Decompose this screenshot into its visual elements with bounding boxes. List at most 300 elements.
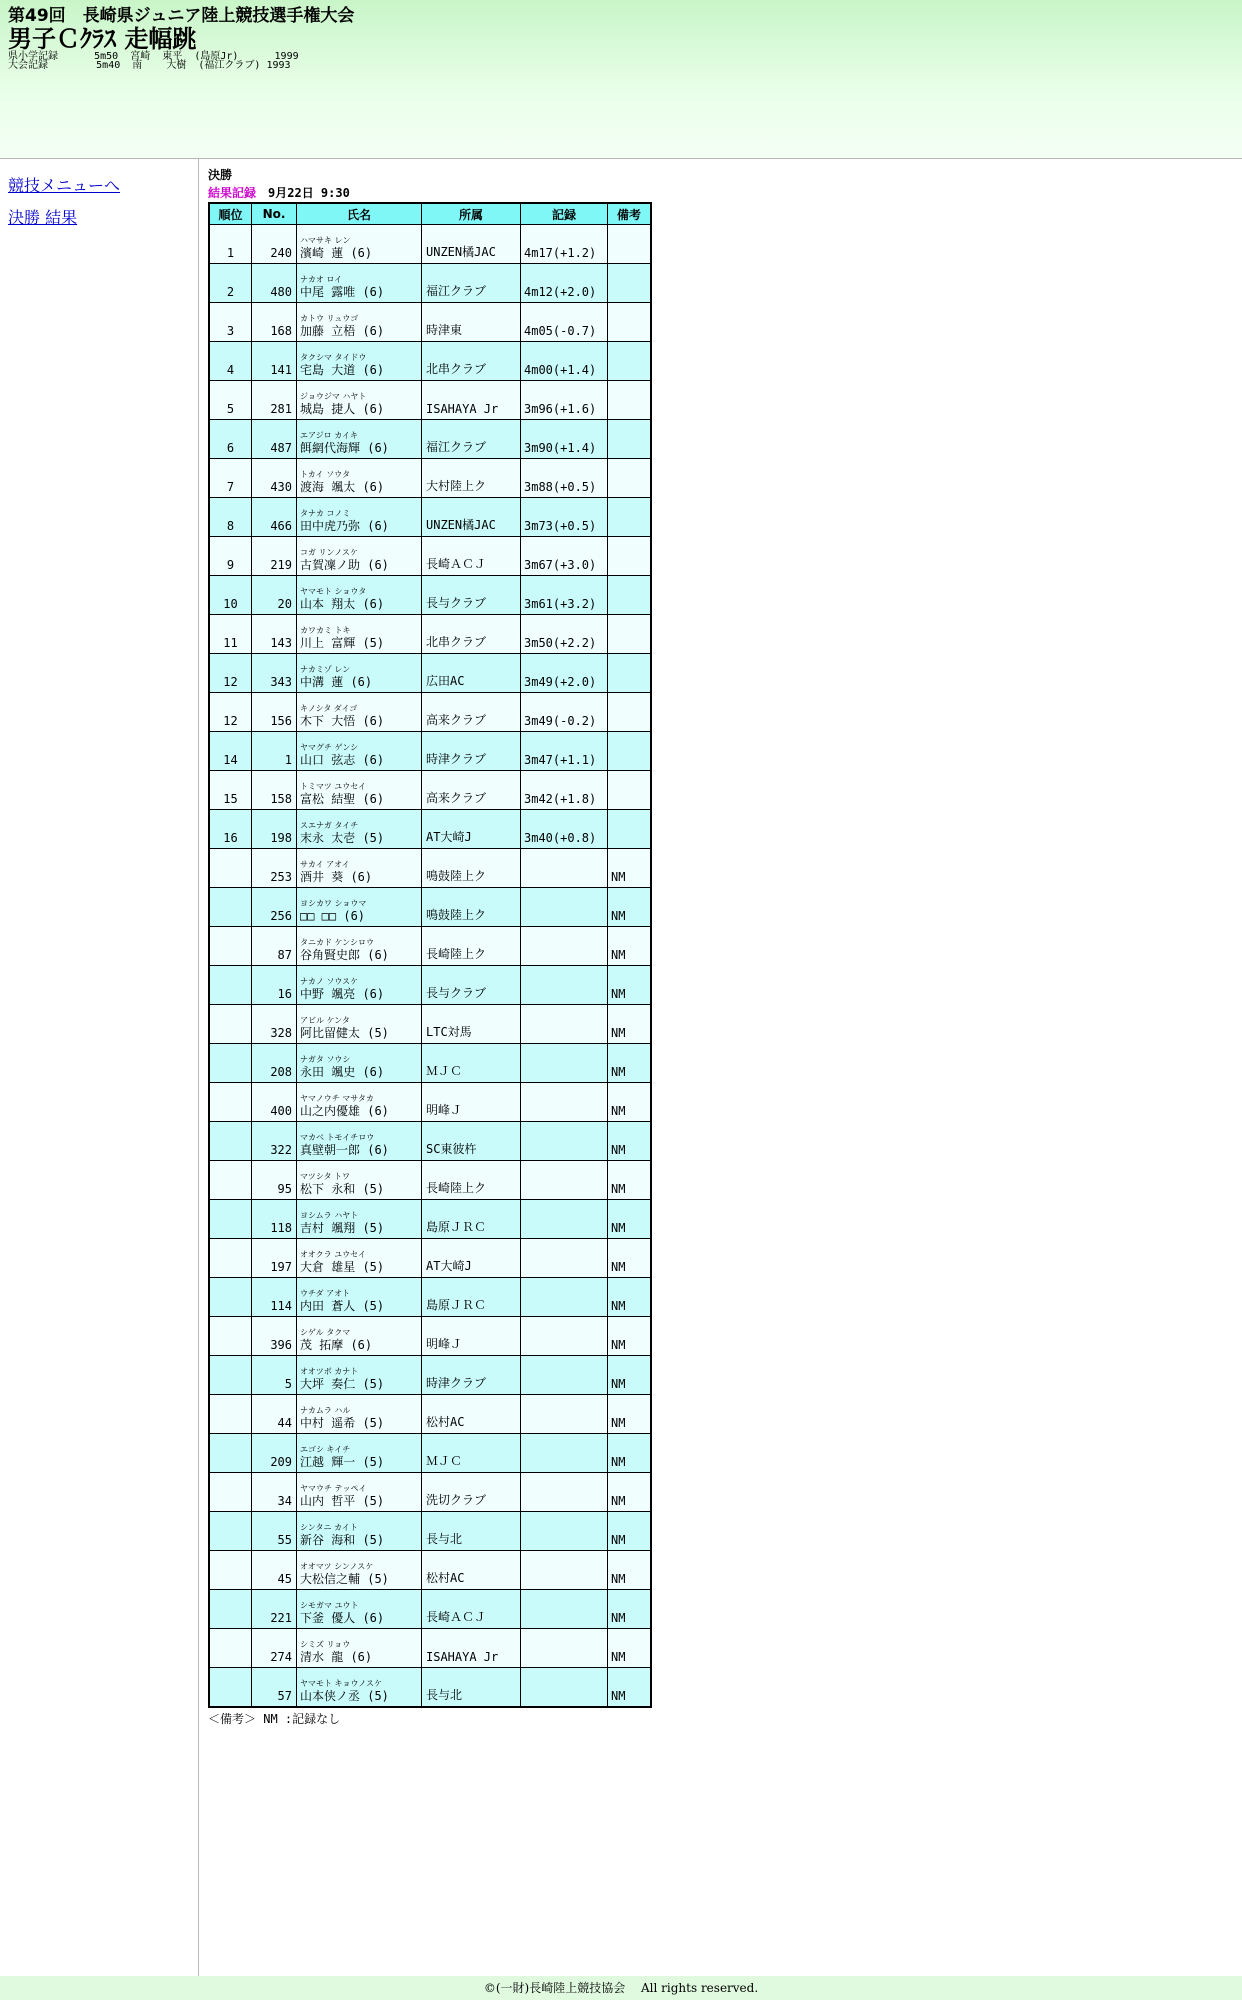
team-cell: AT大崎J <box>422 1239 521 1278</box>
athlete-name-cell <box>297 966 422 1005</box>
athlete-name: 山之内優雄 (6) <box>300 1104 389 1118</box>
record-cell <box>521 966 608 1005</box>
athlete-kana: オオクラ ユウセイ <box>300 1250 366 1259</box>
table-row <box>209 225 651 264</box>
athlete-name-cell <box>297 381 422 420</box>
event-title: 男子Ｃｸﾗｽ 走幅跳 <box>8 25 197 53</box>
athlete-name: 加藤 立梧 (6) <box>300 324 385 338</box>
athlete-name-cell <box>297 732 422 771</box>
rank-cell <box>209 888 252 927</box>
bib-number-cell: 16 <box>252 966 297 1005</box>
table-row <box>209 1005 651 1044</box>
bib-number-cell: 400 <box>252 1083 297 1122</box>
athlete-name: 餌網代海輝 (6) <box>300 441 389 455</box>
athlete-name: 江越 輝一 (5) <box>300 1455 385 1469</box>
record-cell <box>521 1434 608 1473</box>
team-cell: 島原ＪＲＣ <box>422 1278 521 1317</box>
table-row <box>209 1512 651 1551</box>
team-cell: UNZEN橘JAC <box>422 498 521 537</box>
bib-number-cell: 118 <box>252 1200 297 1239</box>
athlete-kana: エアジロ カイキ <box>300 431 358 440</box>
athlete-name-cell <box>297 1044 422 1083</box>
table-row <box>209 342 651 381</box>
athlete-kana: トミマツ ユウセイ <box>300 782 367 791</box>
athlete-name: 大坪 奏仁 (5) <box>300 1377 385 1391</box>
athlete-name: 山本 翔太 (6) <box>300 597 385 611</box>
athlete-name: 清水 龍 (6) <box>300 1650 373 1664</box>
athlete-name: 中尾 露唯 (6) <box>300 285 385 299</box>
note-cell: NM <box>608 1161 652 1200</box>
record-cell: 3m49(-0.2) <box>521 693 608 732</box>
results-table <box>208 202 652 1708</box>
team-cell: ISAHAYA Jr <box>422 381 521 420</box>
team-cell: 長与クラブ <box>422 576 521 615</box>
record-cell <box>521 1629 608 1668</box>
bib-number-cell: 57 <box>252 1668 297 1708</box>
athlete-kana: スエナガ タイチ <box>300 821 359 830</box>
table-row <box>209 537 651 576</box>
bib-number-cell: 45 <box>252 1551 297 1590</box>
table-row <box>209 1161 651 1200</box>
team-cell: 長崎陸上ク <box>422 1161 521 1200</box>
table-row <box>209 576 651 615</box>
record-cell: 3m49(+2.0) <box>521 654 608 693</box>
athlete-name-cell <box>297 420 422 459</box>
athlete-name-cell <box>297 654 422 693</box>
table-row <box>209 381 651 420</box>
table-row <box>209 615 651 654</box>
table-row <box>209 1200 651 1239</box>
table-row <box>209 420 651 459</box>
record-cell <box>521 927 608 966</box>
result-label: 結果記録 <box>208 186 257 200</box>
athlete-name-cell <box>297 537 422 576</box>
note-cell: NM <box>608 1590 652 1629</box>
athlete-kana: ウチダ アオト <box>300 1289 351 1298</box>
table-row <box>209 264 651 303</box>
note-cell: NM <box>608 1239 652 1278</box>
note-cell <box>608 576 652 615</box>
rank-cell <box>209 1434 252 1473</box>
bib-number-cell: 5 <box>252 1356 297 1395</box>
bib-number-cell: 168 <box>252 303 297 342</box>
athlete-name: 富松 結聖 (6) <box>300 792 385 806</box>
rank-cell <box>209 1551 252 1590</box>
final-results-link[interactable]: 決勝 結果 <box>8 208 78 227</box>
team-cell: LTC対馬 <box>422 1005 521 1044</box>
team-cell: 長崎陸上ク <box>422 927 521 966</box>
team-cell: 松村AC <box>422 1395 521 1434</box>
rank-cell: 7 <box>209 459 252 498</box>
bib-number-cell: 328 <box>252 1005 297 1044</box>
note-cell: NM <box>608 1005 652 1044</box>
bib-number-cell: 55 <box>252 1512 297 1551</box>
bib-number-cell: 198 <box>252 810 297 849</box>
athlete-name-cell <box>297 1551 422 1590</box>
athlete-name-cell <box>297 303 422 342</box>
athlete-kana: トカイ ソウタ <box>300 470 350 479</box>
rank-cell: 12 <box>209 693 252 732</box>
table-row <box>209 966 651 1005</box>
athlete-kana: ハマサキ レン <box>300 236 351 245</box>
record-cell: 4m17(+1.2) <box>521 225 608 264</box>
athlete-name-cell <box>297 1512 422 1551</box>
page-header <box>0 0 1242 159</box>
competition-title: 第49回 長崎県ジュニア陸上競技選手権大会 <box>8 6 355 26</box>
athlete-name-cell <box>297 849 422 888</box>
table-row <box>209 498 651 537</box>
athlete-kana: シモガマ ユウト <box>300 1601 359 1610</box>
athlete-kana: タクシマ タイドウ <box>300 353 367 362</box>
athlete-name: 山口 弦志 (6) <box>300 753 385 767</box>
athlete-name-cell <box>297 1005 422 1044</box>
record-cell <box>521 1473 608 1512</box>
bib-number-cell: 143 <box>252 615 297 654</box>
team-cell: 長与クラブ <box>422 966 521 1005</box>
athlete-kana: ナカムラ ハル <box>300 1406 351 1415</box>
athlete-kana: シゲル タクマ <box>300 1328 351 1337</box>
athlete-name-cell <box>297 1122 422 1161</box>
athlete-name: 宅島 大道 (6) <box>300 363 385 377</box>
note-cell: NM <box>608 1317 652 1356</box>
record-cell <box>521 1668 608 1708</box>
note-cell <box>608 420 652 459</box>
table-row <box>209 1590 651 1629</box>
record-cell: 3m88(+0.5) <box>521 459 608 498</box>
column-header-name: 氏名 <box>297 203 422 225</box>
record-cell <box>521 1044 608 1083</box>
table-row <box>209 1317 651 1356</box>
note-cell <box>608 303 652 342</box>
rank-cell <box>209 849 252 888</box>
athlete-name: 吉村 颯翔 (5) <box>300 1221 385 1235</box>
athlete-kana: ヤマグチ ゲンシ <box>300 743 359 752</box>
athlete-kana: シンタニ カイト <box>300 1523 358 1532</box>
table-row <box>209 888 651 927</box>
athlete-name-cell <box>297 1668 422 1708</box>
rank-cell: 1 <box>209 225 252 264</box>
record-cell <box>521 1512 608 1551</box>
bib-number-cell: 221 <box>252 1590 297 1629</box>
team-cell: 長崎ＡＣＪ <box>422 1590 521 1629</box>
athlete-name: 松下 永和 (5) <box>300 1182 385 1196</box>
table-row <box>209 927 651 966</box>
team-cell: 島原ＪＲＣ <box>422 1200 521 1239</box>
rank-cell: 15 <box>209 771 252 810</box>
team-cell: 高来クラブ <box>422 771 521 810</box>
record-cell: 4m00(+1.4) <box>521 342 608 381</box>
athlete-name: 下釜 優人 (6) <box>300 1611 385 1625</box>
athlete-name-cell <box>297 342 422 381</box>
table-row <box>209 1239 651 1278</box>
athlete-name-cell <box>297 1239 422 1278</box>
rank-cell: 6 <box>209 420 252 459</box>
team-cell: 福江クラブ <box>422 420 521 459</box>
note-cell <box>608 225 652 264</box>
note-cell: NM <box>608 1200 652 1239</box>
note-cell: NM <box>608 1044 652 1083</box>
note-cell <box>608 654 652 693</box>
table-row <box>209 1668 651 1708</box>
athlete-kana: カワカミ トキ <box>300 626 351 635</box>
record-cell: 3m73(+0.5) <box>521 498 608 537</box>
table-row <box>209 459 651 498</box>
athlete-name-cell <box>297 264 422 303</box>
bib-number-cell: 430 <box>252 459 297 498</box>
record-cell <box>521 1122 608 1161</box>
note-cell <box>608 615 652 654</box>
rank-cell <box>209 927 252 966</box>
record-cell <box>521 888 608 927</box>
team-cell: 時津クラブ <box>422 1356 521 1395</box>
athlete-name-cell <box>297 693 422 732</box>
record-cell: 3m42(+1.8) <box>521 771 608 810</box>
athlete-kana: ジョウジマ ハヤト <box>300 392 367 401</box>
rank-cell <box>209 1512 252 1551</box>
bib-number-cell: 274 <box>252 1629 297 1668</box>
rank-cell: 4 <box>209 342 252 381</box>
note-cell <box>608 537 652 576</box>
note-cell: NM <box>608 1278 652 1317</box>
table-row <box>209 1122 651 1161</box>
athlete-name: 城島 捷人 (6) <box>300 402 385 416</box>
record-cell <box>521 1590 608 1629</box>
team-cell: 北串クラブ <box>422 342 521 381</box>
record-cell <box>521 1161 608 1200</box>
athlete-kana: エゴシ キイチ <box>300 1445 351 1454</box>
note-cell: NM <box>608 888 652 927</box>
result-datetime: 9月22日 9:30 <box>268 186 350 200</box>
athlete-name-cell <box>297 1161 422 1200</box>
table-row <box>209 303 651 342</box>
athlete-name: 茂 拓摩 (6) <box>300 1338 373 1352</box>
team-cell: 大村陸上ク <box>422 459 521 498</box>
table-row <box>209 771 651 810</box>
bib-number-cell: 20 <box>252 576 297 615</box>
table-row <box>209 1395 651 1434</box>
athlete-name-cell <box>297 615 422 654</box>
athlete-name: 木下 大悟 (6) <box>300 714 385 728</box>
rank-cell <box>209 1122 252 1161</box>
note-cell: NM <box>608 1356 652 1395</box>
athlete-name: 中溝 蓮 (6) <box>300 675 373 689</box>
athlete-name: 永田 颯史 (6) <box>300 1065 385 1079</box>
athlete-name: 酒井 葵 (6) <box>300 870 373 884</box>
table-row <box>209 693 651 732</box>
note-cell <box>608 264 652 303</box>
bib-number-cell: 141 <box>252 342 297 381</box>
rank-cell <box>209 1395 252 1434</box>
bib-number-cell: 487 <box>252 420 297 459</box>
rank-cell: 12 <box>209 654 252 693</box>
athlete-name: 末永 太壱 (5) <box>300 831 385 845</box>
record-cell <box>521 1551 608 1590</box>
rank-cell <box>209 1239 252 1278</box>
note-cell <box>608 498 652 537</box>
note-cell <box>608 771 652 810</box>
bib-number-cell: 466 <box>252 498 297 537</box>
bib-number-cell: 197 <box>252 1239 297 1278</box>
rank-cell <box>209 1161 252 1200</box>
record-cell: 3m40(+0.8) <box>521 810 608 849</box>
team-cell: 洗切クラブ <box>422 1473 521 1512</box>
results-body <box>209 225 651 1708</box>
athlete-name-cell <box>297 1473 422 1512</box>
team-cell: 長与北 <box>422 1512 521 1551</box>
athlete-kana: ナカノ ソウスケ <box>300 977 359 986</box>
team-cell: 明峰Ｊ <box>422 1317 521 1356</box>
rank-cell <box>209 1590 252 1629</box>
athlete-name: 中村 遥希 (5) <box>300 1416 385 1430</box>
note-cell: NM <box>608 1668 652 1708</box>
rank-cell <box>209 1278 252 1317</box>
athlete-name: 大倉 雄星 (5) <box>300 1260 385 1274</box>
rank-cell: 8 <box>209 498 252 537</box>
rank-cell <box>209 1473 252 1512</box>
bib-number-cell: 114 <box>252 1278 297 1317</box>
rank-cell <box>209 1200 252 1239</box>
bib-number-cell: 1 <box>252 732 297 771</box>
results-panel <box>208 166 652 1727</box>
athlete-name: 古賀凜ノ助 (6) <box>300 558 389 572</box>
note-cell <box>608 381 652 420</box>
athlete-name-cell <box>297 1278 422 1317</box>
team-cell: 鳴鼓陸上ク <box>422 849 521 888</box>
rank-cell <box>209 1629 252 1668</box>
table-row <box>209 1629 651 1668</box>
athlete-name-cell <box>297 810 422 849</box>
record-cell: 4m12(+2.0) <box>521 264 608 303</box>
athlete-kana: キノシタ ダイゴ <box>300 704 358 713</box>
team-cell: 時津クラブ <box>422 732 521 771</box>
athlete-name-cell <box>297 1083 422 1122</box>
team-cell: ＭＪＣ <box>422 1044 521 1083</box>
prefecture-record: 県小学記録 5m50 宮崎 東平 (島原Jr) 1999 <box>8 51 299 62</box>
column-header-note: 備考 <box>608 203 652 225</box>
athlete-kana: コガ リンノスケ <box>300 548 358 557</box>
note-cell <box>608 732 652 771</box>
note-cell <box>608 810 652 849</box>
athlete-name-cell <box>297 771 422 810</box>
record-cell: 3m67(+3.0) <box>521 537 608 576</box>
athlete-kana: ヨシムラ ハヤト <box>300 1211 359 1220</box>
note-cell <box>608 459 652 498</box>
athlete-kana: ヤマノウチ マサタカ <box>300 1094 374 1103</box>
athlete-name: 大松信之輔 (5) <box>300 1572 389 1586</box>
bib-number-cell: 208 <box>252 1044 297 1083</box>
rank-cell <box>209 1044 252 1083</box>
athlete-kana: サカイ アオイ <box>300 860 350 869</box>
record-cell <box>521 1278 608 1317</box>
athlete-name: 阿比留健太 (5) <box>300 1026 389 1040</box>
athlete-kana: マカベ トモイチロウ <box>300 1133 375 1142</box>
rank-cell: 9 <box>209 537 252 576</box>
table-header-row <box>209 203 651 225</box>
team-cell: 明峰Ｊ <box>422 1083 521 1122</box>
table-row <box>209 1044 651 1083</box>
athlete-name: 内田 蒼人 (5) <box>300 1299 385 1313</box>
athlete-kana: オオマツ シンノスケ <box>300 1562 374 1571</box>
athlete-kana: シミズ リョウ <box>300 1640 351 1649</box>
athlete-name: 山内 哲平 (5) <box>300 1494 385 1508</box>
table-row <box>209 1551 651 1590</box>
athlete-name: 中野 颯亮 (6) <box>300 987 385 1001</box>
note-cell: NM <box>608 1395 652 1434</box>
record-cell: 3m47(+1.1) <box>521 732 608 771</box>
athlete-kana: ヤマモト ショウタ <box>300 587 367 596</box>
sidebar <box>0 159 199 1976</box>
record-cell: 3m61(+3.2) <box>521 576 608 615</box>
team-cell: ＭＪＣ <box>422 1434 521 1473</box>
athlete-name: 真壁朝一郎 (6) <box>300 1143 389 1157</box>
bib-number-cell: 158 <box>252 771 297 810</box>
team-cell: 時津東 <box>422 303 521 342</box>
team-cell: SC東彼杵 <box>422 1122 521 1161</box>
bib-number-cell: 87 <box>252 927 297 966</box>
result-heading <box>208 184 652 202</box>
footer-copyright: ©(一財)長崎陸上競技協会 All rights reserved. <box>0 1976 1242 2000</box>
column-header-team: 所属 <box>422 203 521 225</box>
bib-number-cell: 253 <box>252 849 297 888</box>
athlete-name: □□ □□ (6) <box>300 909 366 923</box>
note-cell: NM <box>608 1629 652 1668</box>
note-cell: NM <box>608 1473 652 1512</box>
team-cell: 高来クラブ <box>422 693 521 732</box>
team-cell: 長崎ＡＣＪ <box>422 537 521 576</box>
column-header-rank: 順位 <box>209 203 252 225</box>
record-cell: 3m90(+1.4) <box>521 420 608 459</box>
rank-cell: 5 <box>209 381 252 420</box>
rank-cell: 2 <box>209 264 252 303</box>
athlete-kana: ヨシカワ ショウマ <box>300 899 367 908</box>
bib-number-cell: 34 <box>252 1473 297 1512</box>
rank-cell <box>209 1005 252 1044</box>
athlete-name-cell <box>297 1356 422 1395</box>
column-header-record: 記録 <box>521 203 608 225</box>
record-cell <box>521 1356 608 1395</box>
table-row <box>209 732 651 771</box>
rank-cell <box>209 966 252 1005</box>
bib-number-cell: 256 <box>252 888 297 927</box>
bib-number-cell: 281 <box>252 381 297 420</box>
athlete-name: 山本侠ノ丞 (5) <box>300 1689 389 1703</box>
table-row <box>209 1356 651 1395</box>
team-cell: 広田AC <box>422 654 521 693</box>
event-menu-link[interactable]: 競技メニューへ <box>8 176 121 195</box>
athlete-name-cell <box>297 459 422 498</box>
athlete-name-cell <box>297 1200 422 1239</box>
bib-number-cell: 322 <box>252 1122 297 1161</box>
table-row <box>209 654 651 693</box>
note-cell: NM <box>608 927 652 966</box>
table-row <box>209 1278 651 1317</box>
athlete-kana: ナカミゾ レン <box>300 665 351 674</box>
note-cell <box>608 693 652 732</box>
team-cell: 福江クラブ <box>422 264 521 303</box>
athlete-kana: ヤマウチ テッペイ <box>300 1484 367 1493</box>
athlete-name-cell <box>297 1434 422 1473</box>
record-cell <box>521 1005 608 1044</box>
athlete-name-cell <box>297 576 422 615</box>
rank-cell: 11 <box>209 615 252 654</box>
rank-cell: 10 <box>209 576 252 615</box>
bib-number-cell: 95 <box>252 1161 297 1200</box>
athlete-kana: ヤマモト キョウノスケ <box>300 1679 382 1688</box>
team-cell: ISAHAYA Jr <box>422 1629 521 1668</box>
team-cell: 長与北 <box>422 1668 521 1708</box>
record-cell <box>521 1239 608 1278</box>
athlete-name: 渡海 颯太 (6) <box>300 480 385 494</box>
